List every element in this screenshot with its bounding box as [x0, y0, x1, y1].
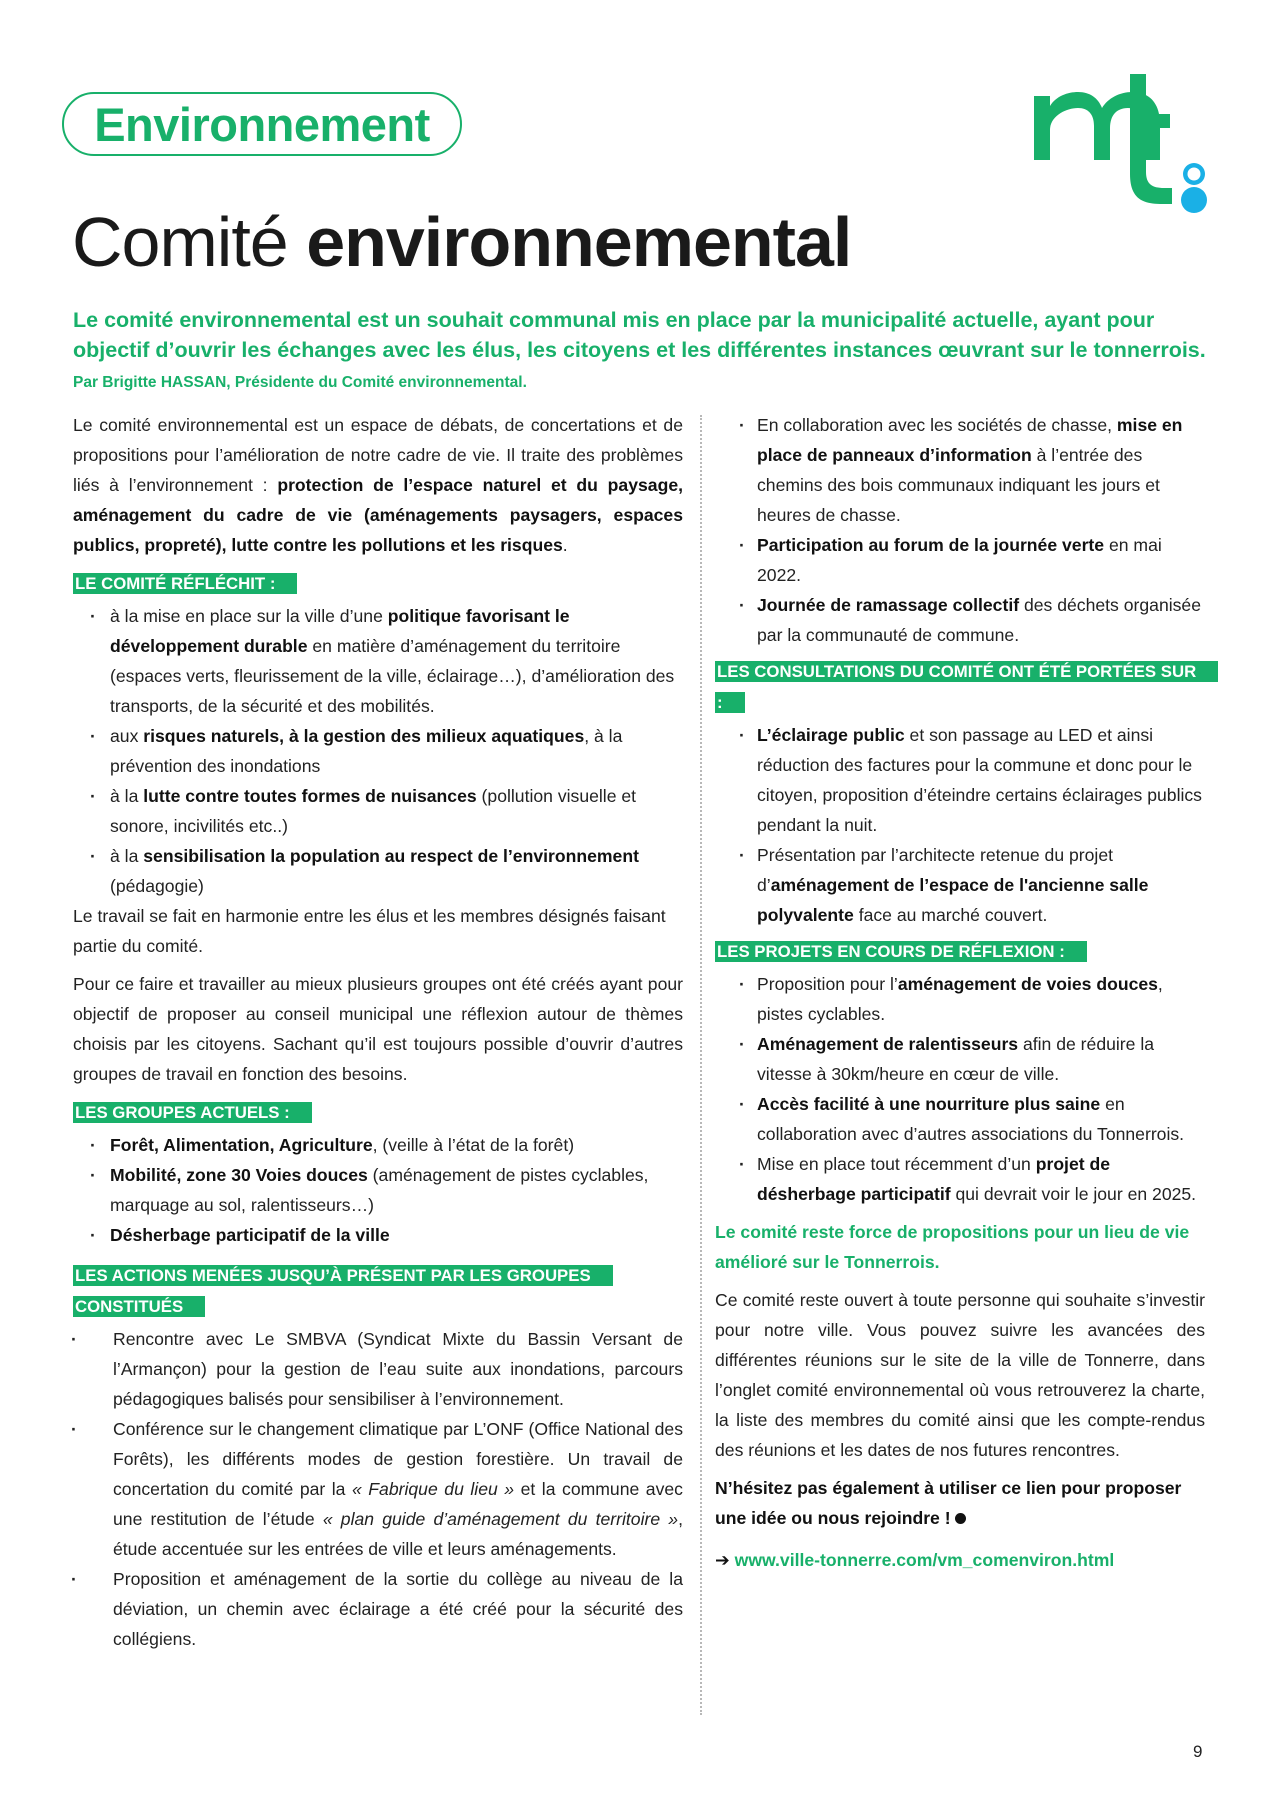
intro-text: Le comité environnemental est un souhait communal mis en place par la municipalité actuelle, ayant pour objectif d’ouvrir les échanges avec les élus, les citoyens et les différentes instances œuvrant sur le tonnerrois. — [73, 308, 1206, 362]
text: . — [562, 535, 568, 555]
intro-byline: Par Brigitte HASSAN, Présidente du Comité environnemental. — [73, 374, 527, 391]
page-number: 9 — [1193, 1742, 1203, 1761]
list-item: · L’éclairage public et son passage au LED et ainsi réduction des factures pour la commune et donc pour le citoyen, proposition d’éteindre certains éclairages publics pendant la nuit. — [715, 720, 1205, 840]
list-item: · à la lutte contre toutes formes de nuisances (pollution visuelle et sonore, incivilités etc..) — [73, 781, 683, 841]
list-item: · Proposition pour l’aménagement de voies douces, pistes cyclables. — [715, 969, 1205, 1029]
heading-actions — [73, 1260, 683, 1322]
intro-paragraph — [73, 305, 1223, 398]
heading-projets — [715, 936, 1205, 967]
list-item: · Désherbage participatif de la ville — [73, 1220, 683, 1250]
list-item: · Conférence sur le changement climatique par L’ONF (Office National des Forêts), les différents modes de gestion forestière. Un travail de concertation du comité par la « Fabrique du lieu » et la commune avec une restitution de l’étude « plan guide d’aménagement du territoire », étude accentuée sur les entrées de ville et leurs aménagements. — [73, 1414, 683, 1564]
website-link[interactable]: www.ville-tonnerre.com/vm_comenviron.html — [734, 1550, 1115, 1570]
paragraph-open: Ce comité reste ouvert à toute personne qui souhaite s’investir pour notre ville. Vous pouvez suivre les avancées des différentes réunions sur le site de la ville de Tonnerre, dans l’onglet comité environnemental où vous retrouverez la charte, la liste des membres du comité ainsi que les compte-rendus des réunions et les dates de nos futures rencontres. — [715, 1290, 1205, 1460]
paragraph-harmonie: Le travail se fait en harmonie entre les élus et les membres désignés faisant partie du comité. — [73, 906, 666, 956]
website-link-row — [715, 1545, 1205, 1575]
list-item: · Mobilité, zone 30 Voies douces (aménagement de pistes cyclables, marquage au sol, ralentisseurs…) — [73, 1160, 683, 1220]
title-light: Comité — [72, 203, 288, 281]
heading-groupes — [73, 1097, 683, 1128]
list-item: · Participation au forum de la journée verte en mai 2022. — [715, 530, 1205, 590]
list-reflechit — [73, 601, 683, 901]
list-item: · Proposition et aménagement de la sortie du collège au niveau de la déviation, un chemin avec éclairage a été créé pour la sécurité des collégiens. — [73, 1564, 683, 1654]
paragraph-join — [715, 1473, 1205, 1533]
list-consultations — [715, 720, 1205, 930]
paragraph-groupes: Pour ce faire et travailler au mieux plusieurs groupes ont été créés ayant pour objectif de proposer au conseil municipal une réflexion autour de thèmes choisis par les citoyens. Sachant qu’il est toujours possible d’ouvrir d’autres groupes de travail en fonction des besoins. — [73, 974, 683, 1084]
list-item: · Présentation par l’architecte retenue du projet d’aménagement de l’espace de l'ancienne salle polyvalente face au marché couvert. — [715, 840, 1205, 930]
list-item: · Journée de ramassage collectif des déchets organisée par la communauté de commune. — [715, 590, 1205, 650]
arrow-right-icon: ➔ — [715, 1550, 730, 1570]
list-item: · En collaboration avec les sociétés de chasse, mise en place de panneaux d’information à l’entrée des chemins des bois communaux indiquant les jours et heures de chasse. — [715, 410, 1205, 530]
paragraph-intro — [73, 410, 683, 560]
bold-text: N’hésitez pas également à utiliser ce lien pour proposer une idée ou nous rejoindre ! — [715, 1478, 1182, 1528]
page-title — [72, 200, 851, 284]
list-item: · Rencontre avec Le SMBVA (Syndicat Mixte du Bassin Versant de l’Armançon) pour la gestion de l’eau suite aux inondations, parcours pédagogiques balisés pour sensibiliser à l’environnement. — [73, 1324, 683, 1414]
section-tag: Environnement — [62, 92, 462, 156]
list-item: · à la mise en place sur la ville d’une politique favorisant le développement durable en matière d’aménagement du territoire (espaces verts, fleurissement de la ville, éclairage…), d’amélioration des transports, de la sécurité et des mobilités. — [73, 601, 683, 721]
list-item: · Mise en place tout récemment d’un projet de désherbage participatif qui devrait voir le jour en 2025. — [715, 1149, 1205, 1209]
list-actions-continued — [715, 410, 1205, 650]
list-item: · à la sensibilisation la population au respect de l’environnement (pédagogie) — [73, 841, 683, 901]
list-item: · Forêt, Alimentation, Agriculture, (veille à l’état de la forêt) — [73, 1130, 683, 1160]
list-actions — [73, 1324, 683, 1654]
heading-label: LES ACTIONS MENÉES JUSQU’À PRÉSENT PAR LES GROUPES CONSTITUÉS — [73, 1265, 613, 1317]
list-groupes — [73, 1130, 683, 1250]
bold-text: protection de l’espace naturel et du paysage, aménagement du cadre de vie (aménagements paysagers, espaces publics, propreté), lutte contre les pollutions et les risques — [73, 475, 683, 555]
end-dot-icon — [955, 1513, 966, 1524]
list-item: · aux risques naturels, à la gestion des milieux aquatiques, à la prévention des inondations — [73, 721, 683, 781]
left-column — [73, 410, 683, 1660]
heading-label: LE COMITÉ RÉFLÉCHIT : — [73, 573, 297, 594]
heading-label: LES GROUPES ACTUELS : — [73, 1102, 312, 1123]
mt-logo-icon — [1030, 68, 1215, 218]
highlight-note: Le comité reste force de propositions pour un lieu de vie amélioré sur le Tonnerrois. — [715, 1222, 1190, 1272]
heading-reflechit — [73, 568, 683, 599]
heading-consultations — [715, 656, 1205, 718]
heading-label: LES PROJETS EN COURS DE RÉFLEXION : — [715, 941, 1087, 962]
right-column — [715, 410, 1205, 1583]
heading-label: LES CONSULTATIONS DU COMITÉ ONT ÉTÉ PORTÉES SUR : — [715, 661, 1218, 713]
list-projets — [715, 969, 1205, 1209]
column-divider — [700, 415, 702, 1715]
text: Le comité environnemental est un espace de débats, de concertations et de propositions pour l’amélioration de notre cadre de vie. Il traite des problèmes liés à l’environnement : — [73, 415, 683, 495]
title-bold: environnemental — [306, 203, 852, 281]
list-item: · Accès facilité à une nourriture plus saine en collaboration avec d’autres associations du Tonnerrois. — [715, 1089, 1205, 1149]
list-item: · Aménagement de ralentisseurs afin de réduire la vitesse à 30km/heure en cœur de ville. — [715, 1029, 1205, 1089]
